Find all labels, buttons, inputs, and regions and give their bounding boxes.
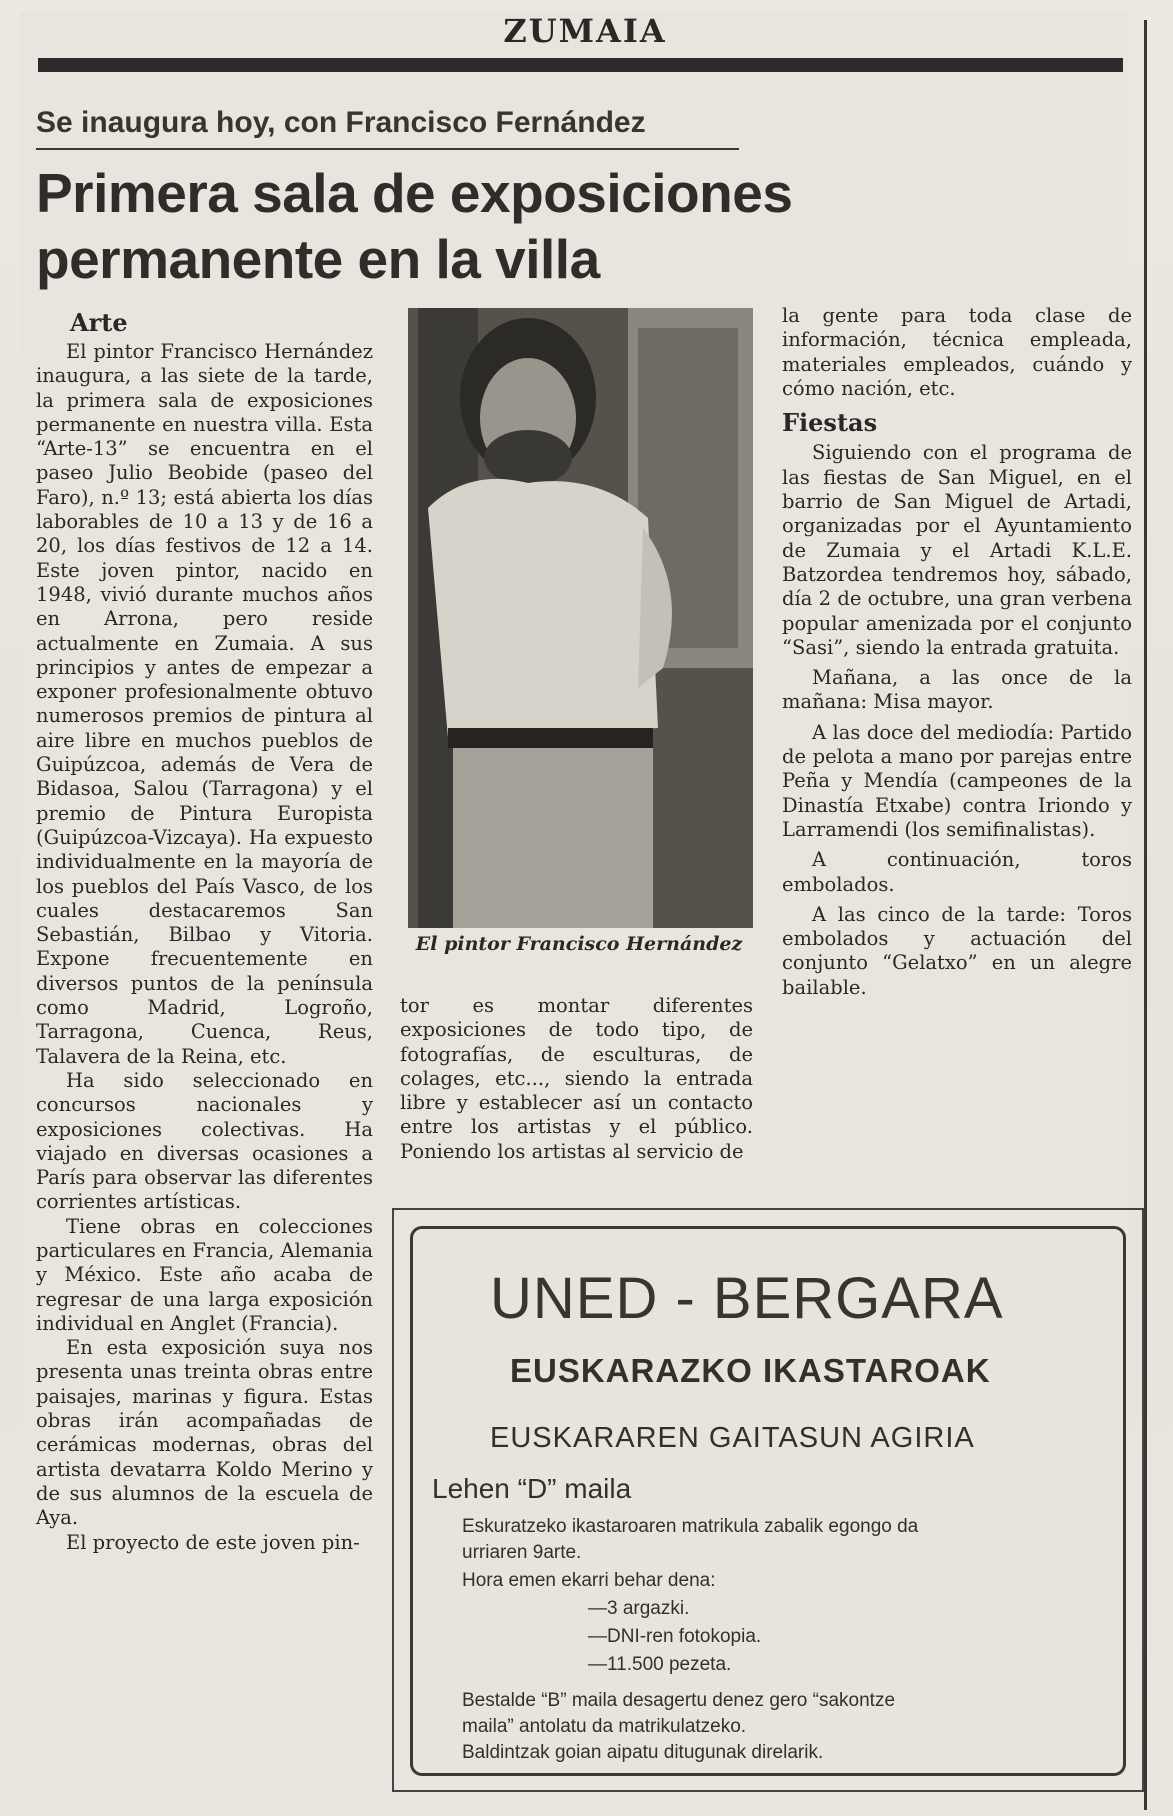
ad-list-item: —DNI-ren fotokopia. <box>588 1626 762 1647</box>
ad-list-item: —11.500 pezeta. <box>588 1654 732 1675</box>
paragraph: Tiene obras en colecciones particulares en Francia, Alemania y México. Este año acaba de regresar de una larga exposición individual en Anglet (Francia). <box>36 1214 373 1335</box>
section-name: ZUMAIA <box>503 12 667 50</box>
paragraph: Mañana, a las once de la mañana: Misa mayor. <box>782 666 1132 714</box>
section-heading-arte: Arte <box>70 308 128 337</box>
paragraph: Siguiendo con el programa de las fiestas de San Miguel, en el barrio de San Miguel de Artadi, organizadas por el Ayuntamiento de Zumaia y el Artadi K.L.E. Batzordea tendremos hoy, sábado, día 2 de octubre, una gran verbena popular amenizada por el conjunto “Sasi”, siendo la entrada gratuita. <box>782 441 1132 659</box>
paragraph: A continuación, toros embolados. <box>782 848 1132 896</box>
kicker-rule <box>36 148 739 150</box>
article-column-1 <box>36 340 373 1555</box>
headline <box>36 160 876 292</box>
paragraph: la gente para toda clase de información, técnica empleada, materiales empleados, cuándo y cómo nación, etc. <box>782 304 1132 400</box>
ad-level: Lehen “D” maila <box>432 1473 632 1504</box>
paragraph: A las doce del mediodía: Partido de pelota a mano por parejas entre Peña y Mendía (campeones de la Dinastía Etxabe) contra Iriondo y Larramendi (los semifinalistas). <box>782 720 1132 841</box>
artist-photo <box>408 308 753 928</box>
section-heading-fiestas: Fiestas <box>782 408 878 438</box>
kicker: Se inaugura hoy, con Francisco Fernández <box>36 106 646 139</box>
ad-line: Eskuratzeko ikastaroaren matrikula zabalik egongo da <box>462 1516 919 1537</box>
paragraph: El pintor Francisco Hernández inaugura, a las siete de la tarde, la primera sala de exposiciones permanente en nuestra villa. Esta “Arte-13” se encuentra en el paseo Julio Beobide (paseo del Faro), n.º 13; está abierta los días laborables de 10 a 13 y de 16 a 20, los días festivos de 12 a 14. Este joven pintor, nacido en 1948, vivió durante muchos años en Arrona, pero reside actualmente en Zumaia. A sus principios y antes de empezar a exponer profesionalmente obtuvo numerosos premios de pintura al aire libre en muchos pueblos de Guipúzcoa, además de Vera de Bidasoa, Salou (Tarragona) y el premio de Pintura Europista (Guipúzcoa-Vizcaya). Ha expuesto individualmente en la mayoría de los pueblos del País Vasco, de los cuales destacaremos San Sebastián, Bilbao y Vitoria. Expone frecuentemente en diversos puntos de la península como Madrid, Logroño, Tarragona, Cuenca, Reus, Talavera de la Reina, etc. <box>36 340 373 1068</box>
paragraph: Ha sido seleccionado en concursos nacionales y exposiciones colectivas. Ha viajado en diversas ocasiones a París para observar las diferentes corrientes artísticas. <box>36 1068 373 1214</box>
ad-subtitle-2: EUSKARAREN GAITASUN AGIRIA <box>490 1422 975 1454</box>
ad-subtitle: EUSKARAZKO IKASTAROAK <box>510 1352 991 1389</box>
headline-line-1: Primera sala de exposiciones <box>36 162 793 224</box>
ad-line: Hora emen ekarri behar dena: <box>462 1570 716 1591</box>
paragraph: A las cinco de la tarde: Toros embolados y actuación del conjunto “Gelatxo” en un alegre bailable. <box>782 902 1132 999</box>
article-column-2-continuation: tor es montar diferentes exposiciones de todo tipo, de fotografías, de esculturas, de colages, etc..., siendo la entrada libre y establecer así un contacto entre los artistas y el público. Poniendo los artistas al servicio de <box>400 994 753 1163</box>
ad-line: maila” antolatu da matrikulatzeko. <box>462 1716 747 1737</box>
ad-line: urriaren 9arte. <box>462 1542 582 1563</box>
article-column-3 <box>782 304 1132 1006</box>
headline-line-2: permanente en la villa <box>36 228 600 290</box>
ad-line: Bestalde “B” maila desagertu denez gero “sakontze <box>462 1690 896 1711</box>
paragraph: El proyecto de este joven pin- <box>66 1530 360 1554</box>
photo-caption: El pintor Francisco Hernández <box>415 933 743 955</box>
ad-line: Baldintzak goian aipatu ditugunak direlarik. <box>462 1742 824 1763</box>
header-rule <box>38 58 1123 72</box>
paragraph: En esta exposición suya nos presenta unas treinta obras entre paisajes, marinas y figura. Estas obras irán acompañadas de cerámicas modernas, obras del artista devatarra Koldo Merino y de sus alumnos de la escuela de Aya. <box>36 1336 373 1530</box>
artist-photo-illustration <box>408 308 753 928</box>
ad-title: UNED - BERGARA <box>490 1266 1004 1331</box>
page-edge-rule <box>1144 20 1147 1810</box>
ad-list-item: —3 argazki. <box>588 1598 690 1619</box>
